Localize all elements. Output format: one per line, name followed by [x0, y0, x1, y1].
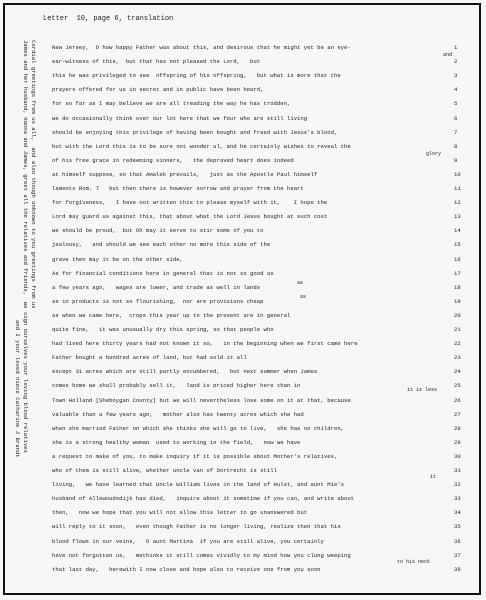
line-number: 34 — [454, 509, 461, 517]
line-number: 4 — [454, 86, 458, 94]
letter-line: laments Rom. 7 but then there is however sorrow and prayer from the heart — [52, 185, 304, 192]
line-number: 17 — [454, 269, 461, 277]
line-number: 9 — [454, 156, 458, 164]
letter-line: we do occasionally think over our lot here that we four who are still living — [52, 114, 308, 122]
line-number: 38 — [454, 565, 461, 573]
line-number: 37 — [454, 551, 461, 559]
line-number: 15 — [454, 241, 461, 249]
letter-line: at himself suppose, so that Amalek prevails, just as the Apostle Paul himself — [52, 170, 318, 178]
letter-line: have not forgotten us, methinks it still comes vividly to my mind how you clung weeping — [52, 551, 351, 559]
interlinear-to-his-neck: to his neck — [397, 559, 431, 565]
letter-line: who of them is still alive, whether uncle van of Dortrecht is still — [52, 467, 277, 474]
interlinear-and: and — [443, 52, 453, 58]
interlinear-it: it — [430, 474, 437, 480]
letter-line: for so far as I may believe we are all treading the way he has trodden, — [52, 100, 291, 108]
interlinear-as-1: as — [297, 280, 304, 286]
letter-line: Town Holland [Sheboygan County] but we will nevertheless lose some on it at that, because — [52, 396, 351, 404]
line-number: 32 — [454, 481, 461, 489]
line-number: 18 — [454, 283, 461, 291]
letter-line: that last day, herewith I now close and hope also to receive one from you soon — [52, 565, 321, 573]
line-number: 36 — [454, 537, 461, 545]
line-number: 23 — [454, 354, 461, 362]
margin-note-1: Cordial greetings from us all, and also though unknown to you greetings from us — [30, 40, 37, 309]
letter-line: as when we came here, crops this year up to the present are in general — [52, 311, 291, 319]
letter-line: blood flows in our veins, O aunt Martina if you are still alive, you certainly — [52, 537, 324, 545]
line-number: 29 — [454, 438, 461, 446]
letter-line: then, now we hope that you will not allow this letter to go unanswered but — [52, 509, 308, 517]
interlinear-glory: glory — [426, 151, 442, 157]
letter-line: jealousy, and should we see each other no more this side of the — [52, 241, 271, 249]
interlinear-it-is-less: it is less — [407, 387, 438, 393]
line-number: 2 — [454, 58, 458, 66]
line-number: 14 — [454, 227, 461, 235]
page-header: Letter 10, page 6, translation — [43, 15, 174, 23]
letter-line: of his free grace in redeeming sinners, the depraved heart does indeed — [52, 156, 294, 164]
line-number: 24 — [454, 368, 461, 376]
line-number: 35 — [454, 523, 461, 531]
letter-line: for forgiveness, I have not written this to please myself with it, I hope the — [52, 199, 328, 207]
letter-line: will reply to it soon, even though Father is no longer living, realize then that his — [52, 523, 341, 531]
line-number: 25 — [454, 382, 461, 390]
letter-line: had lived here thirty years had not known it so, in the beginning when we first came here — [52, 340, 358, 348]
line-number: 8 — [454, 142, 458, 150]
letter-line: but with the Lord this is to be sure not wonder ul, and he certainly wishes to reveal the — [52, 142, 351, 150]
line-number: 5 — [454, 100, 458, 108]
letter-line: husband of Allewoudsdijk has died, inquire about it sometime if you can, and write about — [52, 495, 355, 503]
letter-line: a few years ago, wages are lower, and trade as well in lands — [52, 283, 261, 291]
letter-line: ear-witness of this, but that has not pleased the Lord, but — [52, 58, 261, 66]
line-number: 3 — [454, 72, 458, 80]
letter-line: As for financial conditions here in general that is not so good as — [52, 269, 274, 277]
line-number: 6 — [454, 114, 458, 122]
margin-note-3: and I your loved niece Catharine J Brandt — [14, 320, 21, 458]
line-number: 16 — [454, 255, 461, 263]
letter-line: prayers offered for us in secret and in public have been heard, — [52, 86, 264, 94]
line-number: 30 — [454, 452, 461, 460]
interlinear-as-2: as — [300, 294, 307, 300]
letter-line: a request to make of you, to make inquiry if it is possible about Mother's relatives, — [52, 452, 338, 460]
letter-line: when she married Father on which she thinks she will go to live, she has no children, — [52, 424, 345, 432]
letter-line: quite fine, it was unusually dry this spring, so that people who — [52, 326, 274, 333]
letter-line: Father bought a hundred acres of land, but had sold it all — [52, 354, 247, 362]
line-number: 28 — [454, 424, 461, 432]
line-number: 7 — [454, 128, 458, 136]
letter-line: we should be proud, but Oh may it serve to stir some of you to — [52, 227, 264, 235]
line-number: 20 — [454, 311, 461, 319]
letter-line: grave then may it be on the other side, — [52, 255, 183, 263]
letter-line: valuable than a few years ago, mother also has twenty acres which she had — [52, 410, 304, 418]
letter-line: except 31 acres which are still partly encumbered, but next summer when James — [52, 368, 318, 376]
line-number: 11 — [454, 185, 461, 192]
letter-line: living, we have learned that Uncle William lives in the land of Hulst, and aunt Mie's — [52, 481, 345, 489]
line-number: 10 — [454, 170, 461, 178]
letter-line: this he was privileged to see offspring of his offspring, but what is more that the — [52, 72, 341, 80]
line-number: 26 — [454, 396, 461, 404]
line-number: 31 — [454, 467, 461, 474]
letter-line: should be enjoying this privilege of having been bought and freed with Jesus's blood, — [52, 128, 338, 136]
line-number: 22 — [454, 340, 461, 348]
line-number: 13 — [454, 213, 461, 221]
letter-line: Lord may guard us against this, that about what the Lord Jesus bought at such cost — [52, 213, 328, 221]
line-number: 21 — [454, 326, 461, 333]
letter-line: New Jersey, O how happy Father was about this, and desirous that he might yet be an eye- — [52, 44, 351, 51]
line-number: 33 — [454, 495, 461, 503]
line-number: 19 — [454, 297, 461, 305]
line-number: 1 — [454, 44, 458, 51]
letter-line: as in products is not so flourishing, nor are provisions cheap — [52, 297, 264, 305]
letter-line: comes home we shall probably sell it, land is priced higher here than in — [52, 382, 301, 390]
line-number: 27 — [454, 410, 461, 418]
margin-note-2: James and her husband, Hanna and James, greet all the relatives and friends, we sign ourselves your loving blood relatives — [22, 40, 29, 453]
letter-line: she is a strong healthy woman used to working in the field, now we have — [52, 438, 301, 446]
line-number: 12 — [454, 199, 461, 207]
